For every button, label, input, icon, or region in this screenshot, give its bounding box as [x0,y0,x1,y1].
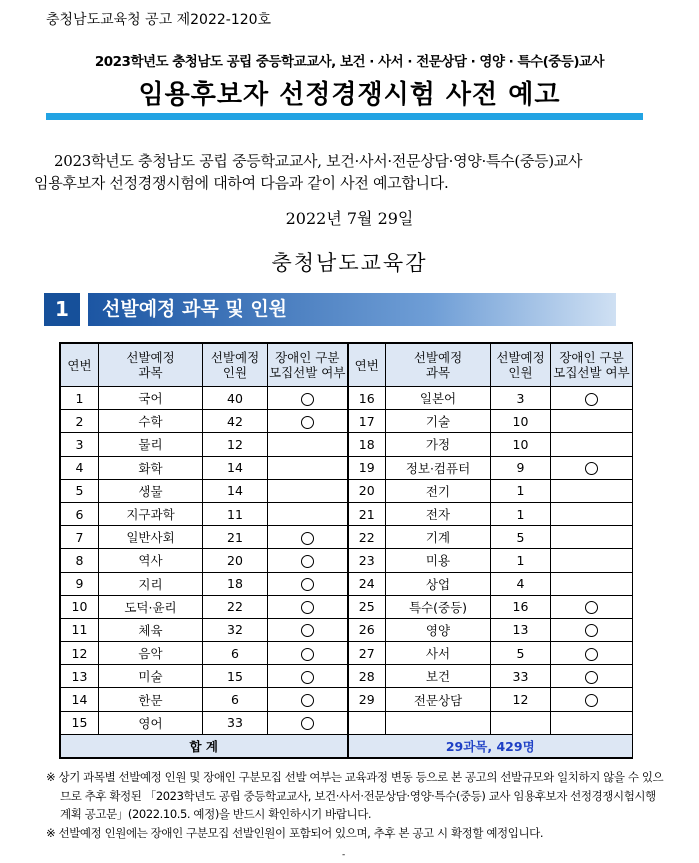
header-cell: 장애인 구분 모집선발 여부 [268,344,348,387]
row-number: 2 [61,410,99,433]
subject-name: 사서 [386,642,491,665]
selection-count: 32 [203,618,268,641]
subject-name: 특수(중등) [386,595,491,618]
circle-mark-icon [301,555,314,568]
selection-count: 10 [491,433,551,456]
circle-mark-icon [301,416,314,429]
circle-mark-icon [301,601,314,614]
disabled-recruit-cell [551,665,633,688]
subject-name: 지리 [99,572,203,595]
intro-paragraph [34,150,654,194]
subject-name: 체육 [99,618,203,641]
table-row [61,595,633,618]
selection-count: 15 [203,665,268,688]
disabled-recruit-cell [551,688,633,711]
row-number: 25 [348,595,386,618]
disabled-recruit-cell [268,711,348,734]
disabled-recruit-cell [268,433,348,456]
disabled-recruit-cell [268,387,348,410]
disabled-recruit-cell [268,642,348,665]
row-number: 13 [61,665,99,688]
subject-name: 국어 [99,387,203,410]
note-item: ※ 선발예정 인원에는 장애인 구분모집 선발인원이 포함되어 있으며, 추후 본 공고 시 확정할 예정입니다. [46,825,544,840]
table-row [61,665,633,688]
table-row [61,410,633,433]
row-number: 11 [61,618,99,641]
disabled-recruit-cell [551,433,633,456]
row-number: 3 [61,433,99,456]
table-row [61,433,633,456]
selection-table [59,342,633,759]
intro-line-2: 임용후보자 선정경쟁시험에 대하여 다음과 같이 사전 예고합니다. [34,174,449,192]
selection-count: 9 [491,456,551,479]
selection-count: 3 [491,387,551,410]
disabled-recruit-cell [268,688,348,711]
selection-grid [60,343,633,758]
row-number: 15 [61,711,99,734]
row-number: 10 [61,595,99,618]
title-underline-bar [46,113,643,120]
circle-mark-icon [301,717,314,730]
row-number: 5 [61,479,99,502]
subject-name: 보건 [386,665,491,688]
issuer-name: 충청남도교육감 [271,251,428,275]
circle-mark-icon [585,601,598,614]
subject-name: 전자 [386,502,491,525]
selection-count: 10 [491,410,551,433]
row-number: 14 [61,688,99,711]
disabled-recruit-cell [551,595,633,618]
header-cell: 연번 [348,344,386,387]
table-row [61,711,633,734]
disabled-recruit-cell [551,387,633,410]
disabled-recruit-cell [268,665,348,688]
subject-name: 가정 [386,433,491,456]
circle-mark-icon [585,671,598,684]
row-number: 21 [348,502,386,525]
subject-name: 수학 [99,410,203,433]
notice-number: 충청남도교육청 공고 제2022-120호 [46,12,272,28]
disabled-recruit-cell [268,410,348,433]
page-mark: - [342,850,346,860]
selection-count: 21 [203,526,268,549]
selection-count: 14 [203,456,268,479]
section-title: 선발예정 과목 및 인원 [88,293,616,326]
circle-mark-icon [301,624,314,637]
disabled-recruit-cell [268,479,348,502]
circle-mark-icon [585,462,598,475]
row-number: 24 [348,572,386,595]
table-row [61,642,633,665]
disabled-recruit-cell [268,572,348,595]
row-number: 27 [348,642,386,665]
subject-name: 미술 [99,665,203,688]
header-cell: 장애인 구분 모집선발 여부 [551,344,633,387]
header-cell: 선발예정 과목 [99,344,203,387]
total-label: 합 계 [61,734,348,757]
circle-mark-icon [585,648,598,661]
header-cell: 선발예정 인원 [491,344,551,387]
header-cell: 선발예정 인원 [203,344,268,387]
row-number: 20 [348,479,386,502]
subject-name: 일반사회 [99,526,203,549]
circle-mark-icon [301,578,314,591]
total-value: 29과목, 429명 [348,734,633,757]
table-row [61,572,633,595]
disabled-recruit-cell [268,595,348,618]
document-subtitle: 2023학년도 충청남도 공립 중등학교교사, 보건 · 사서 · 전문상담 · 영양 · 특수(중등)교사 [94,54,605,70]
row-number: 22 [348,526,386,549]
table-row [61,387,633,410]
table-row [61,526,633,549]
subject-name: 기술 [386,410,491,433]
circle-mark-icon [301,694,314,707]
row-number: 28 [348,665,386,688]
subject-name: 영양 [386,618,491,641]
table-row [61,688,633,711]
disabled-recruit-cell [551,711,633,734]
row-number [348,711,386,734]
table-body [61,387,633,735]
selection-count: 18 [203,572,268,595]
note-item: ※ 상기 과목별 선발예정 인원 및 장애인 구분모집 선발 여부는 교육과정 변동 등으로 본 공고의 선발규모와 일치하지 않을 수 있으므로 추후 확정된 「2023학년도 공립 중등학교교사, 보건·사서·전문상담·영양·특수(중등) 교사 임용후보자 선정경쟁시험시행계획 공고문」(2022.10.5. 예정)을 반드시 확인하시기 바랍니다. [46,770,664,821]
selection-count: 33 [203,711,268,734]
subject-name: 물리 [99,433,203,456]
selection-count: 13 [491,618,551,641]
subject-name [386,711,491,734]
disabled-recruit-cell [268,549,348,572]
subject-name: 미용 [386,549,491,572]
selection-count: 6 [203,688,268,711]
intro-line-1: 2023학년도 충청남도 공립 중등학교교사, 보건·사서·전문상담·영양·특수(중등)교사 [54,152,583,170]
subject-name: 전문상담 [386,688,491,711]
table-row [61,502,633,525]
subject-name: 전기 [386,479,491,502]
circle-mark-icon [301,393,314,406]
header-cell: 연번 [61,344,99,387]
row-number: 12 [61,642,99,665]
table-row [61,549,633,572]
notes [46,768,666,842]
row-number: 7 [61,526,99,549]
circle-mark-icon [585,694,598,707]
selection-count: 1 [491,502,551,525]
row-number: 23 [348,549,386,572]
subject-name: 화학 [99,456,203,479]
section-number: 1 [44,293,80,326]
table-row [61,618,633,641]
selection-count: 33 [491,665,551,688]
table-row [61,456,633,479]
selection-count: 11 [203,502,268,525]
row-number: 6 [61,502,99,525]
disabled-recruit-cell [268,526,348,549]
circle-mark-icon [301,671,314,684]
disabled-recruit-cell [551,572,633,595]
subject-name: 기계 [386,526,491,549]
circle-mark-icon [301,648,314,661]
subject-name: 생물 [99,479,203,502]
selection-count: 40 [203,387,268,410]
selection-count: 16 [491,595,551,618]
row-number: 16 [348,387,386,410]
selection-count: 5 [491,526,551,549]
subject-name: 지구과학 [99,502,203,525]
selection-count: 1 [491,479,551,502]
subject-name: 한문 [99,688,203,711]
selection-count: 20 [203,549,268,572]
selection-count: 1 [491,549,551,572]
document-title: 임용후보자 선정경쟁시험 사전 예고 [138,80,561,110]
selection-count: 4 [491,572,551,595]
disabled-recruit-cell [551,618,633,641]
selection-count [491,711,551,734]
disabled-recruit-cell [268,502,348,525]
row-number: 8 [61,549,99,572]
table-row [61,479,633,502]
table-header-row [61,344,633,387]
row-number: 26 [348,618,386,641]
subject-name: 음악 [99,642,203,665]
disabled-recruit-cell [551,456,633,479]
disabled-recruit-cell [551,526,633,549]
selection-count: 14 [203,479,268,502]
circle-mark-icon [301,532,314,545]
disabled-recruit-cell [268,456,348,479]
row-number: 29 [348,688,386,711]
disabled-recruit-cell [551,502,633,525]
selection-count: 5 [491,642,551,665]
subject-name: 상업 [386,572,491,595]
selection-count: 22 [203,595,268,618]
disabled-recruit-cell [551,642,633,665]
selection-count: 12 [491,688,551,711]
selection-count: 6 [203,642,268,665]
subject-name: 역사 [99,549,203,572]
disabled-recruit-cell [268,618,348,641]
subject-name: 일본어 [386,387,491,410]
disabled-recruit-cell [551,410,633,433]
selection-count: 12 [203,433,268,456]
header-cell: 선발예정 과목 [386,344,491,387]
selection-count: 42 [203,410,268,433]
subject-name: 정보·컴퓨터 [386,456,491,479]
circle-mark-icon [585,393,598,406]
disabled-recruit-cell [551,479,633,502]
row-number: 19 [348,456,386,479]
total-row [61,734,633,757]
disabled-recruit-cell [551,549,633,572]
circle-mark-icon [585,624,598,637]
row-number: 4 [61,456,99,479]
row-number: 18 [348,433,386,456]
notice-date: 2022년 7월 29일 [285,209,414,228]
subject-name: 영어 [99,711,203,734]
row-number: 17 [348,410,386,433]
subject-name: 도덕·윤리 [99,595,203,618]
row-number: 9 [61,572,99,595]
row-number: 1 [61,387,99,410]
